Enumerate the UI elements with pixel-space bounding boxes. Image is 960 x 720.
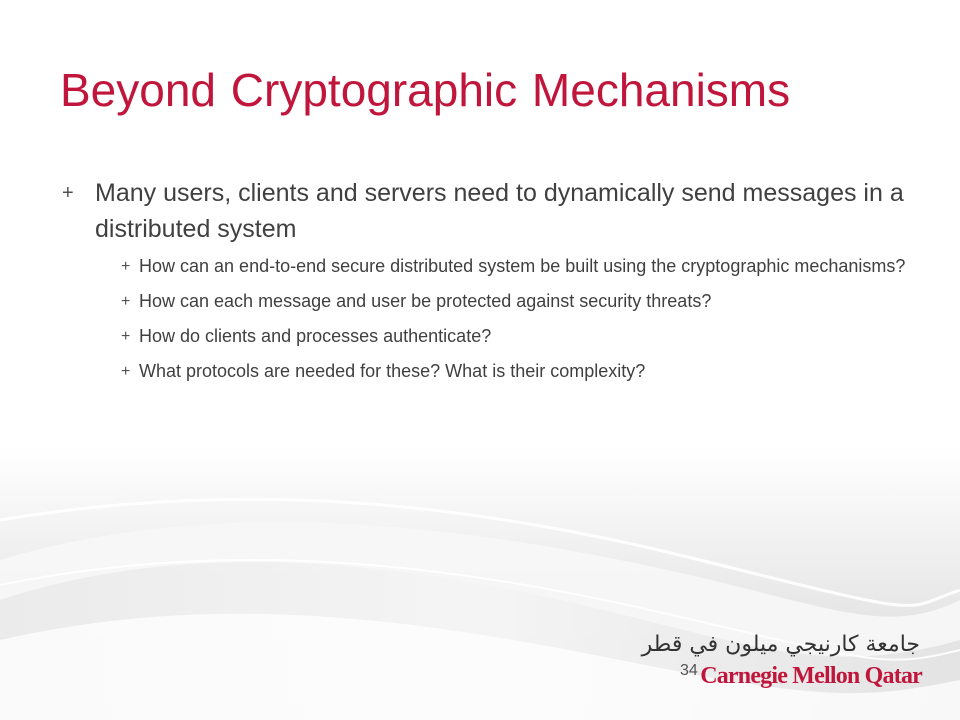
sub-bullet-item: [95, 358, 922, 385]
slide-title: Beyond Cryptographic Mechanisms: [60, 64, 791, 116]
plus-icon: +: [121, 293, 131, 310]
sub-bullet-item: [95, 323, 922, 350]
bullet-text: Many users, clients and servers need to dynamically send messages in a distributed system: [95, 179, 904, 243]
plus-icon: +: [62, 182, 74, 204]
plus-icon: +: [121, 363, 131, 380]
sub-bullet-text: How can an end-to-end secure distributed system be built using the cryptographic mechanisms?: [139, 256, 906, 276]
page-number: 34: [680, 662, 698, 679]
bullet-list: [62, 175, 922, 393]
logo-arabic-text: جامعة كارنيجي ميلون في قطر: [641, 632, 920, 657]
logo-english-text: Carnegie Mellon Qatar: [700, 663, 922, 689]
sub-bullet-list: [95, 253, 922, 385]
sub-bullet-item: [95, 288, 922, 315]
bullet-item: [62, 175, 922, 385]
sub-bullet-text: How can each message and user be protected against security threats?: [139, 291, 712, 311]
sub-bullet-item: [95, 253, 922, 280]
plus-icon: +: [121, 328, 131, 345]
plus-icon: +: [121, 258, 131, 275]
sub-bullet-text: What protocols are needed for these? What is their complexity?: [139, 361, 646, 381]
sub-bullet-text: How do clients and processes authenticate?: [139, 326, 492, 346]
